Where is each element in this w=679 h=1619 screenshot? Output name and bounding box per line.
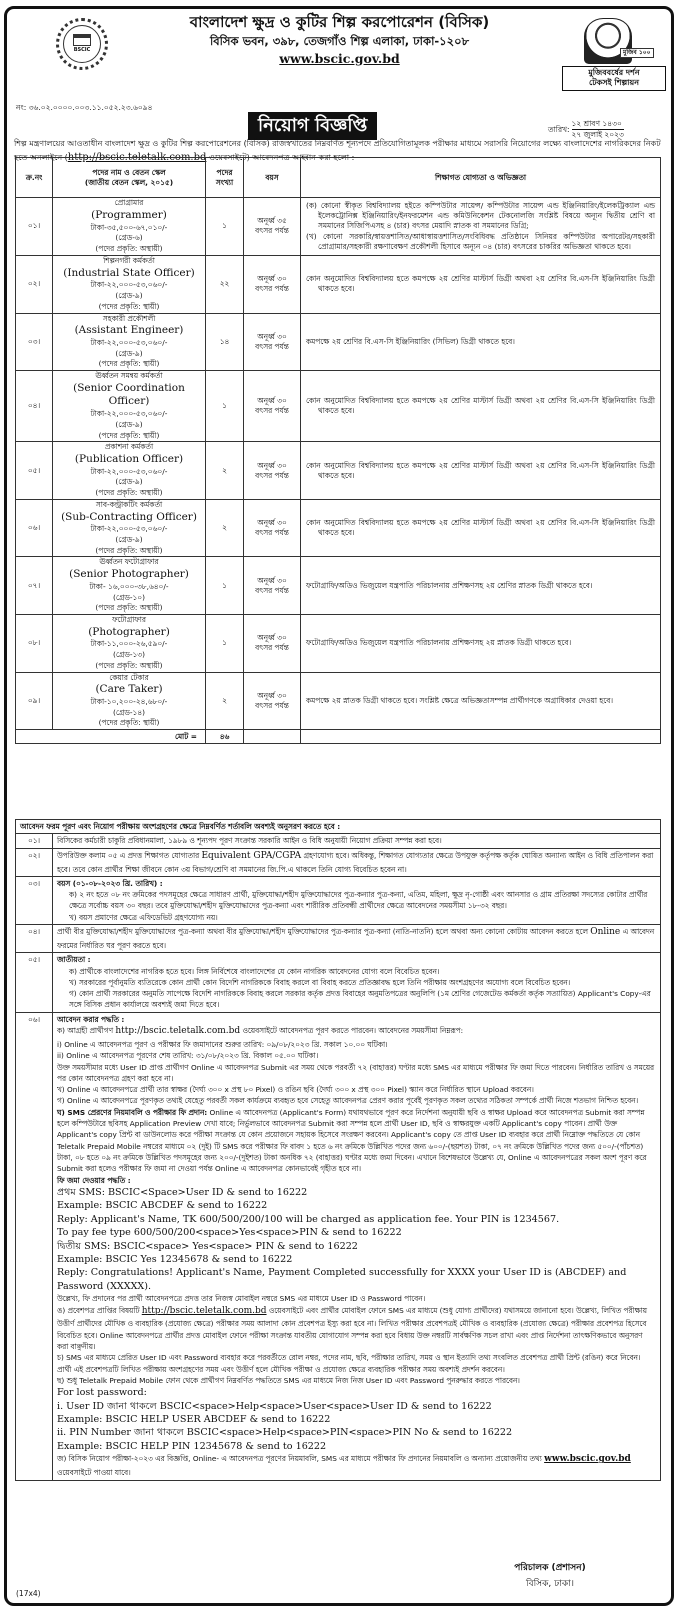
table-row	[16, 442, 661, 500]
term-title: আবেদন করার পদ্ধতি :	[57, 1014, 125, 1024]
text: ওয়েবসাইটে এবং প্রার্থীর মোবাইল ফোনে SMS এর মাধ্যমে (শুধু যোগ্য প্রার্থীদের) যথাসময়ে জানানো হবে। উল্লেখ্য, লিখিত পরীক্ষায় উত্তীর্ণ প্রার্থীদের মৌখিক ও ব্যবহারিক (প্রযোজ্য ক্ষেত্রে) পরীক্ষার সময় আলাদা কোন প্রবেশপত্র ইস্যু করা হবে না। লিখিত পরীক্ষার প্রবেশপত্রই মৌখিক ও ব্যবহারিক (প্রযোজ্য ক্ষেত্রে) পরীক্ষার প্রবেশপত্র হিসেবে বিবেচিত হবে। Online আবেদনপত্রে প্রার্থীর প্রদত্ত মোবাইল ফোনে পরীক্ষা সংক্রান্ত যাবতীয় যোগাযোগ সম্পন্ন করা হবে বিধায় উক্ত নম্বরটি সার্বক্ষণিক সচল রাখা এবং প্রাপ্ত নির্দেশনা তাৎক্ষণিকভাবে অনুসরণ করা বাঞ্ছনীয়।	[57, 1305, 647, 1352]
logo-text: BSCIC	[73, 47, 91, 54]
term-sub-cha: চ) SMS এর মাধ্যমে প্রেরিত User ID এবং Password ব্যবহার করে পরবর্তীতে রোল নম্বর, পদের নাম, ছবি, পরীক্ষার তারিখ, সময় ও স্থান ইত্যাদি তথ্য সংবলিত প্রবেশপত্র প্রার্থী প্রিন্ট (রঙিন) করে নিবেন। প্রার্থী এই প্রবেশপত্রটি লিখিত পরীক্ষায় অংশগ্রহণের সময় এবং উত্তীর্ণ হলে মৌখিক পরীক্ষা ও প্রযোজ্য ক্ষেত্রে ব্যবহারিক পরীক্ষার সময় অবশ্যই প্রদর্শন করবেন।	[57, 1353, 641, 1374]
term-number: ০৩।	[16, 876, 53, 924]
age-limit	[244, 198, 301, 256]
qualification-item: কোন অনুমোদিত বিশ্ববিদ্যালয় হতে কমপক্ষে ২য় শ্রেণির মাস্টার্স ডিগ্রী অথবা ২য় শ্রেণির বি.এস-সি ইঞ্জিনিয়ারিং ডিগ্রী থাকতে হবে।	[306, 396, 655, 416]
term-sub-ja	[57, 1453, 656, 1478]
pay-scale: টাকা-১১,০০০-২৬,৫৯০/-	[90, 639, 168, 649]
date-bangla: ১২ শ্রাবণ ১৪৩০	[572, 119, 624, 130]
post-count: ১৪	[206, 313, 244, 371]
qualification-item: কমপক্ষে ২য় স্নাতক ডিগ্রী থাকতে হবে। সংশ্লিষ্ট ক্ষেত্রে অভিজ্ঞতাসম্পন্ন প্রার্থীগণকে অগ্রাধিকার দেওয়া হবে।	[306, 695, 613, 705]
term-row	[16, 876, 661, 924]
sms-2-example: Example: BSCIC Yes 12345678 & send to 16222	[57, 1253, 293, 1265]
col-count-line2: সংখ্যা	[215, 177, 234, 187]
qualification-cell	[301, 313, 661, 371]
age-line-1: অনূর্ধ্ব ৩০	[257, 274, 287, 284]
post-cell	[53, 442, 206, 500]
empty-cell	[244, 730, 301, 744]
age-limit	[244, 313, 301, 371]
term-text-part: উপরিউক্ত কলাম ০৫ এ প্রদত্ত শিক্ষাগত যোগ্যতার	[57, 850, 202, 860]
term-text-part: প্রার্থী বীর মুক্তিযোদ্ধা/শহীদ মুক্তিযোদ্ধাদের পুত্র-কন্যা অথবা বীর মুক্তিযোদ্ধা/শহীদ মুক্তিযোদ্ধাদের পুত্র-কন্যার পুত্র-কন্যা (নাতি-নাতনি) হলে অথবা অন্য কোনো কোটায় আবেদন করতে হলে	[57, 927, 591, 937]
post-name-bn: কেয়ার টেকার	[109, 672, 149, 682]
pay-scale: টাকা-২২,০০০-৫৩,০৬০/-	[90, 280, 168, 290]
post-cell	[53, 499, 206, 557]
post-name-en: (Sub-Contracting Officer)	[61, 510, 197, 523]
date-label: তারিখ:	[548, 124, 570, 134]
post-name-en: (Photographer)	[88, 625, 170, 638]
post-name-en: (Assistant Engineer)	[74, 324, 184, 337]
term-text	[53, 1012, 661, 1480]
signatory-office: বিসিক, ঢাকা।	[526, 1579, 574, 1590]
age-limit	[244, 371, 301, 442]
post-nature: (পদের প্রকৃতি: স্থায়ী)	[98, 301, 160, 311]
serial-number: ০৫।	[16, 442, 53, 500]
pay-scale: টাকা-২২,০০০-৫৩,০৬০/-	[90, 466, 168, 476]
age-limit	[244, 672, 301, 730]
org-website-link[interactable]: www.bscic.gov.bd	[279, 50, 400, 66]
serial-number: ০৭।	[16, 557, 53, 615]
term-text-part: গ্রহণযোগ্য হবে। অধিকন্তু, শিক্ষাগত যোগ্যতার ক্ষেত্রে উপযুক্ত কর্তৃপক্ষ কর্তৃক ঘোষিত অন্যান্য আইন ও বিধি প্রতিপালন করা হবে। তবে কোন প্রার্থীর শিক্ষা জীবনে কোন ৩য় বিভাগ/শ্রেণি বা সমমানের জি.পি.এ থাকলে তিনি যোগ্য বিবেচিত হবেন না।	[57, 850, 654, 874]
col-serial: ক্র.নং	[16, 158, 53, 198]
post-count: ২২	[206, 255, 244, 313]
grade: (গ্রেড-৯)	[115, 348, 143, 358]
qualification-cell	[301, 557, 661, 615]
total-row	[16, 730, 661, 744]
post-cell	[53, 672, 206, 730]
qualification-item: কোন অনুমোদিত বিশ্ববিদ্যালয় হতে কমপক্ষে ২য় শ্রেণির মাস্টার্স ডিগ্রী অথবা ২য় শ্রেণির বি.এস-সি ইঞ্জিনিয়ারিং ডিগ্রী থাকতে হবে।	[306, 274, 655, 294]
post-nature: (পদের প্রকৃতি: স্থায়ী)	[98, 430, 160, 440]
lost-password-title: For lost password:	[57, 1387, 147, 1399]
term-sub-chha: ছ) শুধু Teletalk Prepaid Mobile ফোন থেকে প্রার্থীগণ নিম্নবর্ণিত পদ্ধতিতে SMS এর মাধ্যমে নিজ নিজ User ID এবং Password পুনরুদ্ধার করতে পারবেন।	[57, 1375, 520, 1385]
table-row	[16, 615, 661, 673]
qualification-cell	[301, 442, 661, 500]
age-line-2: বৎসর পর্যন্ত	[255, 700, 289, 710]
term-sub-umo	[57, 1305, 656, 1353]
table-header-row	[16, 158, 661, 198]
serial-number: ০২।	[16, 255, 53, 313]
term-sub-ga: গ) Online এ আবেদনপত্রে পূরণকৃত তথ্যই যেহেতু পরবর্তী সকল কার্যক্রমে ব্যবহৃত হবে সেহেতু আবেদনপত্র প্রেরণ করার পূর্বেই পূরণকৃত সকল তথ্যের সঠিকতা সম্পর্কে প্রার্থী নিজে শতভাগ নিশ্চিত হবেন।	[57, 1096, 639, 1106]
post-cell	[53, 557, 206, 615]
age-limit	[244, 499, 301, 557]
term-text-part: এ আবেদন ফরমের নির্ধারিত ঘর পূরণ করতে হবে।	[57, 927, 655, 950]
age-line-2: বৎসর পর্যন্ত	[255, 284, 289, 294]
signatory-title: পরিচালক (প্রশাসন)	[514, 1563, 586, 1573]
total-value: ৪৬	[206, 730, 244, 744]
post-name-en: (Industrial State Officer)	[63, 266, 195, 279]
term-sub-kha: খ) বয়স প্রমাণের ক্ষেত্রে এফিডেভিট গ্রহণযোগ্য নয়।	[69, 912, 218, 922]
post-name-en: (Publication Officer)	[74, 453, 184, 466]
slogan-box	[562, 66, 666, 91]
memo-number: নং: ৩৬.০২.০০০০.০০৩.১১.০৫২.২৩.৬০৯৪	[16, 103, 153, 112]
terms-table	[15, 819, 661, 1481]
pay-scale: টাকা-১০,২০০-২৪,৬৮০/-	[90, 696, 168, 706]
qualification-cell	[301, 371, 661, 442]
grade: (গ্রেড-১০)	[112, 592, 145, 602]
term-text	[53, 876, 661, 924]
col-count-line1: পদের	[216, 167, 233, 177]
mujib-borsho-emblem	[562, 18, 666, 91]
start-date-line: i) Online এ আবেদনপত্র পূরণ ও পরীক্ষার ফি জমাদানের শুরুর তারিখ: ০৯/০৮/২০২৩ খ্রি. সকাল ১০.০০ ঘটিকা।	[57, 1039, 388, 1049]
userid-note: উল্লেখ্য, ফি প্রদানের পর প্রার্থী আবেদনপত্রে প্রদত্ত তার নিজস্ব মোবাইল নম্বরে SMS এর মাধ্যমে User ID ও Password পাবেন।	[57, 1294, 426, 1304]
date-gregorian: ২৭ জুলাই ২০২৩	[571, 130, 624, 140]
lost-userid-example: Example: BSCIC HELP USER ABCDEF & send to 16222	[57, 1414, 331, 1426]
teletalk-link[interactable]: http://bscic.teletalk.com.bd	[115, 1026, 241, 1037]
post-count: ২	[206, 499, 244, 557]
serial-number: ০৮।	[16, 615, 53, 673]
term-number: ০১।	[16, 834, 53, 848]
age-limit	[244, 615, 301, 673]
col-qualification: শিক্ষাগত যোগ্যতা ও অভিজ্ঞতা	[301, 158, 661, 198]
table-row	[16, 313, 661, 371]
term-text: বিসিকের কর্মচারী চাকুরি প্রবিধানমালা, ১৯৮৯ ও শূন্যপদ পূরণ সংক্রান্ত সরকারি আইন ও বিধি অনুযায়ী নিয়োগ প্রক্রিয়া সম্পন্ন করা হবে।	[53, 834, 661, 848]
term-text	[53, 925, 661, 953]
term-row	[16, 834, 661, 848]
term-text	[53, 953, 661, 1012]
text: ওয়েবসাইটে আবেদনপত্র পূরণ করতে পারবেন। আবেদনের সময়সীমা নিম্নরূপ:	[240, 1026, 464, 1036]
age-line-1: অনূর্ধ্ব ৩০	[257, 331, 287, 341]
age-line-1: অনূর্ধ্ব ৩০	[257, 460, 287, 470]
text: ঙ) প্রবেশপত্র প্রাপ্তির বিষয়টি	[57, 1305, 142, 1315]
post-count: ১	[206, 198, 244, 256]
post-name-en: (Care Taker)	[95, 683, 163, 696]
serial-number: ০৯।	[16, 672, 53, 730]
post-cell	[53, 313, 206, 371]
age-limit	[244, 557, 301, 615]
sms-1-pay: To pay fee type 600/500/200<space>Yes<space>PIN & send to 16222	[57, 1227, 402, 1239]
deadline-note: উক্ত সময়সীমার মধ্যে User ID প্রাপ্ত প্রার্থীগণ Online এ আবেদনপত্র Submit এর সময় থেকে পরবর্তী ৭২ (বাহাত্তর) ঘণ্টার মধ্যে SMS এর মাধ্যমে পরীক্ষার ফি জমা দিতে পারবেন। নির্ধারিত তারিখ ও সময়ের পর কোন আবেদনপত্র গ্রহণ করা হবে না।	[57, 1062, 655, 1083]
sms-1-example: Example: BSCIC ABCDEF & send to 16222	[57, 1200, 268, 1212]
col-post	[53, 158, 206, 198]
post-name-bn: ঊর্ধ্বতন ফটোগ্রাফার	[99, 557, 159, 567]
term-row	[16, 848, 661, 876]
term-text-en: Equivalent GPA/CGPA	[201, 850, 302, 861]
serial-number: ০৩।	[16, 313, 53, 371]
age-line-1: অনূর্ধ্ব ৩০	[257, 396, 287, 406]
qualification-item: কমপক্ষে ২য় শ্রেণির বি.এস-সি ইঞ্জিনিয়ারিং (সিভিল) ডিগ্রী থাকতে হবে।	[306, 336, 515, 346]
post-cell	[53, 198, 206, 256]
age-line-1: অনূর্ধ্ব ৩০	[257, 690, 287, 700]
qualification-item: (খ) কোনো সরকারি/স্বায়ত্তশাসিত/আধাস্বায়ত্তশাসিত/সংবিধিবদ্ধ প্রতিষ্ঠানে সিনিয়র কম্পিউটার অপারেটর/সহকারী প্রোগ্রামার/সহকারী রক্ষণাবেক্ষণ প্রকৌশলী হিসাবে অন্যূন ০৪ (চার) বৎসরের চাকরির অভিজ্ঞতা থাকতে হবে।	[306, 231, 655, 251]
sms-2-reply: Reply: Congratulations! Applicant's Name, Payment Completed successfully for XXXX your User ID is (ABCDEF) and Password (XXXXX).	[57, 1267, 627, 1292]
post-cell	[53, 255, 206, 313]
vacancy-table	[15, 157, 661, 744]
grade: (গ্রেড-৯)	[115, 477, 143, 487]
qualification-item: ফটোগ্রাফি/অডিও ভিজুয়েল যন্ত্রপাতি পরিচালনায় প্রশিক্ষণসহ ২য় শ্রেণির স্নাতক ডিগ্রী থাকতে হবে।	[306, 580, 593, 590]
text: ক) আগ্রহী প্রার্থীগণ	[57, 1026, 116, 1036]
post-cell	[53, 371, 206, 442]
table-row	[16, 557, 661, 615]
post-name-bn: প্রোগ্রামার	[114, 198, 144, 208]
terms-heading-row	[16, 820, 661, 834]
text: ওয়েবসাইটে পাওয়া যাবে।	[57, 1468, 131, 1478]
grade: (গ্রেড-১৪)	[113, 707, 145, 717]
org-address: বিসিক ভবন, ৩৯৮, তেজগাঁও শিল্প এলাকা, ঢাকা-১২০৮	[209, 34, 470, 49]
col-post-line1: পদের নাম ও বেতন স্কেল	[92, 167, 166, 177]
col-count	[206, 158, 244, 198]
table-row	[16, 672, 661, 730]
post-nature: (পদের প্রকৃতি: অস্থায়ী)	[95, 488, 163, 498]
post-name-bn: প্রকাশনা কর্মকর্তা	[104, 442, 154, 452]
table-row	[16, 255, 661, 313]
sms-1: প্রথম SMS: BSCIC<Space>User ID & send to 16222	[57, 1186, 308, 1198]
grade: (গ্রেড-৯)	[115, 419, 143, 429]
pay-scale: টাকা-২২,০০০-৫৩,০৬০/-	[90, 524, 168, 534]
serial-number: ০৪।	[16, 371, 53, 442]
table-row	[16, 499, 661, 557]
term-sub-gha	[57, 1107, 656, 1175]
post-nature: (পদের প্রকৃতি: অস্থায়ী)	[95, 545, 163, 555]
slogan-line-1: মুজিববর্ষের দর্শন	[588, 68, 640, 77]
grade: (গ্রেড-৯)	[115, 291, 143, 301]
post-name-bn: শিল্পনগরী কর্মকর্তা	[103, 255, 155, 265]
sms-2: দ্বিতীয় SMS: BSCIC<space> Yes<space> PIN & send to 16222	[57, 1240, 358, 1252]
text: জ) বিসিক নিয়োগ পরীক্ষা-২০২৩ এর বিজ্ঞপ্তি, Online- এ আবেদনপত্র পূরণের নিয়মাবলি, SMS এর মাধ্যমে পরীক্ষার ফি প্রদানের নিয়মাবলি ও অন্যান্য প্রয়োজনীয় তথ্য	[57, 1454, 545, 1464]
term-title: বয়স (০১-০৮-২০২৩ খ্রি. তারিখ) :	[57, 878, 163, 888]
term-sub-ka: ক) ২ নং হতে ০৮ নং ক্রমিকের পদসমূহের ক্ষেত্রে সাধারণ প্রার্থী, মুক্তিযোদ্ধা/শহীদ মুক্তিযোদ্ধাদের পুত্র-কন্যার পুত্র-কন্যা, এতিম, মহিলা, ক্ষুদ্র নৃ-গোষ্ঠী এবং আনসার ও গ্রাম প্রতিরক্ষা সদস্যের কোটার প্রার্থীর ক্ষেত্রে সর্বোচ্চ বয়স ৩০ বছর। তবে মুক্তিযোদ্ধা/শহীদ মুক্তিযোদ্ধাদের পুত্র-কন্যা এবং শারীরিক প্রতিবন্ধী প্রার্থীদের ক্ষেত্রে আবেদনের সময়সীমা ১৮-৩২ বছর।	[69, 890, 648, 911]
term-number: ০৪।	[16, 925, 53, 953]
term-number: ০৬।	[16, 1012, 53, 1480]
qualification-cell	[301, 672, 661, 730]
post-count: ১	[206, 615, 244, 673]
footer-code: (17x4)	[16, 1589, 41, 1598]
end-date-line: ii) Online এ আবেদনপত্র পূরণের শেষ তারিখ: ৩১/০৮/২০২৩ খ্রি. বিকাল ০৫.০০ ঘটিকা।	[57, 1051, 319, 1061]
term-text	[53, 848, 661, 876]
teletalk-link[interactable]: http://bscic.teletalk.com.bd	[141, 1305, 267, 1316]
term-sub-kha: খ) সরকারের পূর্বানুমতি ব্যতিরেকে কোন প্রার্থী কোন বিদেশি নাগরিককে বিবাহ করলে বা বিবাহ করতে প্রতিজ্ঞাবদ্ধ হলে তিনি পরীক্ষায় অংশগ্রহণের অযোগ্য বলে বিবেচিত হবেন।	[69, 977, 571, 987]
age-line-1: অনূর্ধ্ব ৩৫	[257, 216, 287, 226]
age-line-2: বৎসর পর্যন্ত	[255, 585, 289, 595]
age-line-2: বৎসর পর্যন্ত	[255, 643, 289, 653]
post-name-en: (Programmer)	[91, 208, 167, 221]
post-count: ২	[206, 672, 244, 730]
lost-pin-example: Example: BSCIC HELP PIN 12345678 & send to 16222	[57, 1440, 327, 1452]
qualification-item: কোন অনুমোদিত বিশ্ববিদ্যালয় হতে কমপক্ষে ২য় শ্রেণির মাস্টার্স ডিগ্রী অথবা ২য় শ্রেণির বি.এস-সি ইঞ্জিনিয়ারিং ডিগ্রী থাকতে হবে।	[306, 518, 655, 538]
age-line-1: অনূর্ধ্ব ৩০	[257, 518, 287, 528]
term-row	[16, 1012, 661, 1480]
grade: (গ্রেড-১৩)	[112, 650, 145, 660]
term-sub-kha: খ) Online এ আবেদনপত্রে প্রার্থী তার স্বাক্ষর (দৈর্ঘ্য ৩০০ x প্রস্থ ৮০ Pixel) ও রঙিন ছবি (দৈর্ঘ্য ৩০০ x প্রস্থ ৩০০ Pixel) স্ক্যান করে নির্ধারিত স্থানে Upload করবেন।	[57, 1085, 534, 1095]
col-age: বয়স	[244, 158, 301, 198]
teletalk-link[interactable]: http://bscic.teletalk.com.bd	[67, 152, 207, 164]
qualification-cell	[301, 198, 661, 256]
lost-pin-line: ii. PIN Number জানা থাকলে BSCIC<space>Help<space>PIN<space>PIN No & send to 16222	[57, 1427, 513, 1439]
age-limit	[244, 442, 301, 500]
notice-title: নিয়োগ বিজ্ঞপ্তি	[248, 112, 377, 140]
table-row	[16, 371, 661, 442]
post-name-bn: ফটোগ্রাফার	[112, 615, 146, 625]
pay-scale: টাকা-৩৫,৫০০-৬৭,০১০/-	[90, 222, 168, 232]
age-line-1: অনূর্ধ্ব ৩০	[257, 633, 287, 643]
slogan-line-2: টেকসই শিল্পায়ন	[589, 78, 639, 88]
age-line-2: বৎসর পর্যন্ত	[255, 226, 289, 236]
pay-scale: টাকা-২২,০০০-৫৩,০৬০/-	[90, 409, 168, 419]
table-row	[16, 198, 661, 256]
total-label: মোট =	[16, 730, 206, 744]
grade: (গ্রেড-৯)	[115, 534, 143, 544]
grade: (গ্রেড-৬)	[115, 233, 143, 243]
post-cell	[53, 615, 206, 673]
serial-number: ০৬।	[16, 499, 53, 557]
age-line-2: বৎসর পর্যন্ত	[255, 470, 289, 480]
post-count: ১	[206, 371, 244, 442]
term-number: ০২।	[16, 848, 53, 876]
age-line-2: বৎসর পর্যন্ত	[255, 528, 289, 538]
qualification-cell	[301, 255, 661, 313]
term-text-en: Online	[590, 927, 621, 938]
post-name-bn: ঊর্ধ্বতন সমন্বয় কর্মকর্তা	[95, 371, 163, 381]
post-name-en: (Senior Photographer)	[69, 568, 189, 581]
sms-rules-text: Online এ আবেদনপত্র (Applicant's Form) যথাযথভাবে পূরণ করে নির্দেশনা অনুযায়ী ছবি ও স্বাক্ষর Upload করে আবেদনপত্র Submit করা সম্পন্ন হলে কম্পিউটারে ছবিসহ Application Preview দেখা যাবে; নির্ভুলভাবে আবেদনপত্র Submit করা সম্পন্ন হলে প্রার্থী User ID, ছবি ও স্বাক্ষরযুক্ত একটি Applicant's copy পাবেন। প্রার্থী উক্ত Applicant's copy প্রিন্ট বা ডাউনলোড করে পরীক্ষা সংক্রান্ত যে কোন প্রয়োজনে সহায়ক হিসেবে সংরক্ষণ করবেন। Applicant's copy তে প্রাপ্ত User ID ব্যবহার করে প্রার্থী নিম্নোক্ত পদ্ধতিতে যে কোন Teletalk Prepaid Mobile নম্বরের মাধ্যমে ০২ (দুই) টি SMS করে পরীক্ষার ফি বাবদ ১ হতে ৬ নং ক্রমিকে উল্লিখিত পদের জন্য ৬০০/-(ছয়শত) টাকা, ০৭ নং ক্রমিকে উল্লিখিত পদের জন্য ৫০০/-(পাঁচশত) টাকা, ০৮ হতে ০৯ নং ক্রমিকে উল্লিখিত পদসমূহের জন্য ২০০/-(দুইশত) টাকা অনধিক ৭২ (বাহাত্তর) ঘণ্টার মধ্যে জমা দিবেন। এখানে বিশেষভাবে উল্লেখ্য যে, Online এ আবেদনপত্রের সকল অংশ পূরণ করে Submit করা হলেও পরীক্ষার ফি জমা না দেওয়া পর্যন্ত Online এ আবেদনপত্র কোনভাবেই গৃহীত হবে না।	[57, 1107, 647, 1174]
age-line-2: বৎসর পর্যন্ত	[255, 406, 289, 416]
fee-method-title: ফি জমা দেওয়ার পদ্ধতি :	[57, 1175, 131, 1185]
post-name-bn: সাব-কন্ট্রাকটিং কর্মকর্তা	[95, 499, 163, 509]
post-name-en: (Senior Coordination Officer)	[73, 381, 185, 408]
signature-block	[470, 1560, 630, 1592]
pay-scale: টাকা-২২,০০০-৫৩,০৬০/-	[90, 337, 168, 347]
qualification-cell	[301, 615, 661, 673]
term-row	[16, 925, 661, 953]
term-sub-ka	[57, 1025, 656, 1039]
post-nature: (পদের প্রকৃতি: স্থায়ী)	[98, 359, 160, 369]
post-nature: (পদের প্রকৃতি: অস্থায়ী)	[95, 244, 163, 254]
empty-cell	[301, 730, 661, 744]
intro-text-end: ওয়েবসাইটে) আবেদনপত্র আহ্বান করা হলো :	[206, 153, 355, 163]
age-line-1: অনূর্ধ্ব ৩০	[257, 575, 287, 585]
sms-1-reply: Reply: Applicant's Name, TK 600/500/200/100 will be charged as application fee. Your PIN is 1234567.	[57, 1213, 560, 1225]
post-name-bn: সহকারী প্রকৌশলী	[102, 313, 156, 323]
terms-heading: আবেদন ফরম পূরণ এবং নিয়োগ পরীক্ষায় অংশগ্রহণের ক্ষেত্রে নিম্নবর্ণিত শর্তাবলি অবশ্যই অনুসরণ করতে হবে :	[16, 820, 661, 834]
post-count: ১	[206, 557, 244, 615]
term-title: জাতীয়তা :	[57, 955, 91, 965]
term-row	[16, 953, 661, 1012]
age-line-2: বৎসর পর্যন্ত	[255, 341, 289, 351]
lost-userid-line: i. User ID জানা থাকলে BSCIC<space>Help<space>User<space>User ID & send to 16222	[57, 1400, 492, 1412]
term-sub-ka: ক) প্রার্থীকে বাংলাদেশের নাগরিক হতে হবে। লিঙ্গ নির্বিশেষে বাংলাদেশের যে কোন নাগরিক আবেদনের যোগ্য বলে বিবেচিত হবেন।	[69, 966, 440, 976]
age-limit	[244, 255, 301, 313]
post-nature: (পদের প্রকৃতি: স্থায়ী)	[98, 718, 160, 728]
bscic-website-link[interactable]: www.bscic.gov.bd	[544, 1454, 631, 1465]
org-name: বাংলাদেশ ক্ষুদ্র ও কুটির শিল্প করপোরেশন (বিসিক)	[189, 13, 490, 31]
post-count: ২	[206, 442, 244, 500]
pay-scale: টাকা- ১৬,০০০-৩৮,৬৪০/-	[89, 581, 169, 591]
sms-rules-title: ঘ) SMS প্রেরণের নিয়মাবলি ও পরীক্ষার ফি প্রদান:	[57, 1107, 208, 1117]
term-sub-ga: গ) কোন প্রার্থী সরকারের অনুমতি সাপেক্ষে বিদেশি নাগরিককে বিবাহ করলে সরকার কর্তৃক প্রদত্ত বিবাহের অনুমতিপত্রের অনুলিপি (১ম শ্রেণির গেজেটেড কর্মকর্তা কর্তৃক সত্যায়িত) Applicant's Copy-এর সঙ্গে বিসিক প্রধান কার্যালয়ে অবশ্যই জমা দিতে হবে।	[69, 989, 651, 1010]
qualification-item: কোন অনুমোদিত বিশ্ববিদ্যালয় হতে কমপক্ষে ২য় শ্রেণির মাস্টার্স ডিগ্রী অথবা ২য় শ্রেণির বি.এস-সি ইঞ্জিনিয়ারিং ডিগ্রী থাকতে হবে।	[306, 460, 655, 480]
qualification-cell	[301, 499, 661, 557]
post-nature: (পদের প্রকৃতি: অস্থায়ী)	[95, 603, 163, 613]
qualification-item: ফটোগ্রাফি/অডিও ভিজুয়েল যন্ত্রপাতি পরিচালনায় প্রশিক্ষণসহ ২য় স্নাতক ডিগ্রী থাকতে হবে।	[306, 638, 572, 648]
serial-number: ০১।	[16, 198, 53, 256]
mujib100-badge: মুজিব ১০০	[620, 48, 654, 58]
col-post-line2: (জাতীয় বেতন স্কেল, ২০১৫)	[84, 177, 174, 187]
term-number: ০৫।	[16, 953, 53, 1012]
intro-text: শিল্প মন্ত্রণালয়ের আওতাধীন বাংলাদেশ ক্ষুদ্র ও কুটির শিল্প করপোরেশনের (বিসিক) রাজস্বখাতের নিম্নবর্ণিত শূন্যপদে প্রতিযোগিতামূলক পরীক্ষার মাধ্যমে সরাসরি নিয়োগের লক্ষ্যে বাংলাদেশের নাগরিকদের নিকট হতে অনলাইনে (	[14, 139, 661, 163]
post-nature: (পদের প্রকৃতি: অস্থায়ী)	[95, 660, 163, 670]
qualification-item: (ক) কোনো স্বীকৃত বিশ্ববিদ্যালয় হইতে কম্পিউটার সায়েন্স/ কম্পিউটার সায়েন্স এন্ড ইঞ্জিনিয়ারিং/ইলেকট্রিক্যাল এন্ড ইলেকট্রোনিক্স ইঞ্জিনিয়ারিং/ইনফরমেশন এন্ড কমিউনিকেশন টেকনোলজি সংশ্লিষ্ট বিষয়ে অন্যূন দ্বিতীয় শ্রেণি বা সমমানের সিজিপিএসহ ৪ (চার) বৎসর মেয়াদি স্নাতক বা সমমানের ডিগ্রি;	[306, 201, 655, 230]
